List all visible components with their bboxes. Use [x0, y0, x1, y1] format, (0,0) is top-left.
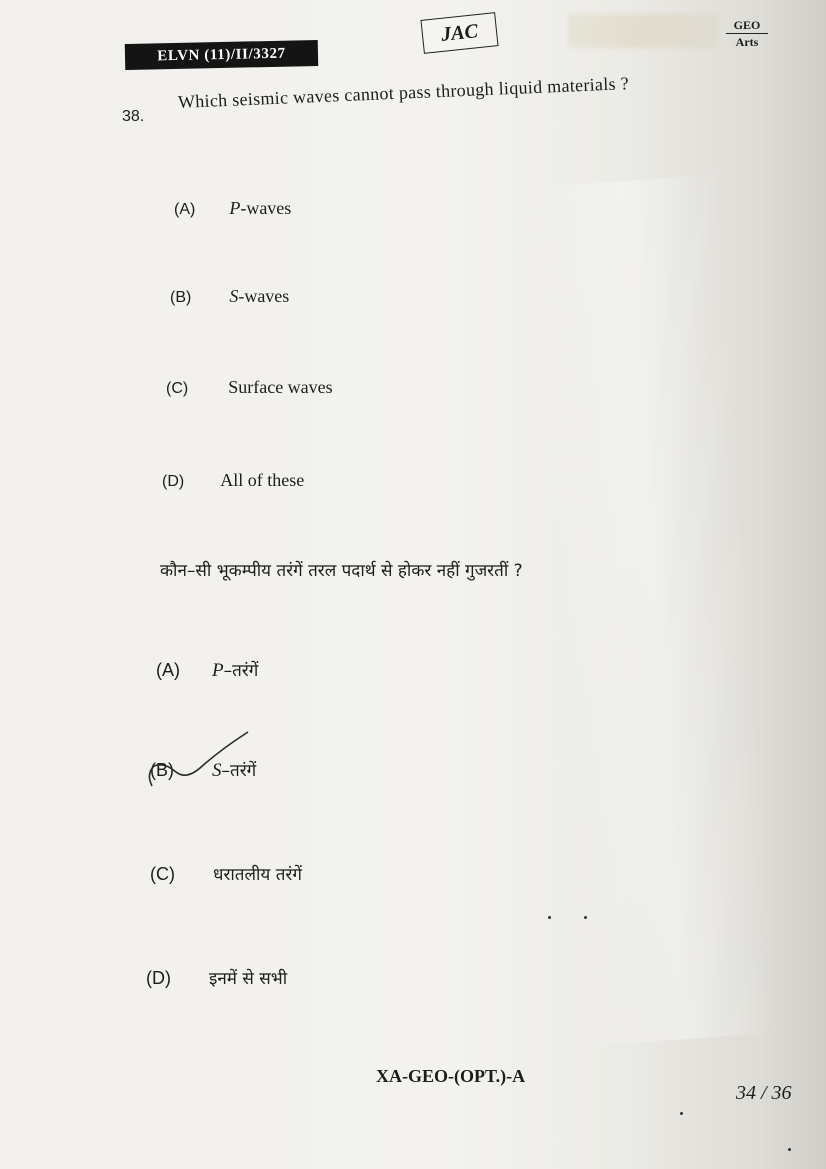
faded-stamp	[568, 14, 718, 48]
print-speck	[680, 1112, 683, 1115]
subject-divider	[726, 33, 768, 34]
option-text: Surface waves	[228, 377, 333, 397]
option-text: S-waves	[229, 286, 290, 306]
option-letter: (A)	[156, 660, 180, 680]
handwritten-tick-mark	[140, 728, 260, 798]
print-speck	[584, 916, 587, 919]
option-text: P–तरंगें	[212, 660, 259, 681]
option-text: S–तरंगें	[212, 760, 257, 781]
subject-label	[726, 18, 768, 49]
option-a-english	[174, 198, 291, 219]
subject-name: GEO	[733, 18, 761, 32]
footer-paper-code: XA-GEO-(OPT.)-A	[376, 1066, 526, 1086]
option-text: All of these	[220, 470, 305, 490]
page-number: 34 / 36	[736, 1082, 792, 1104]
stream-name: Arts	[735, 35, 759, 50]
question-text-hindi: कौन–सी भूकम्पीय तरंगें तरल पदार्थ से होकर नहीं गुजरतीं ?	[160, 561, 523, 581]
paper-fold-shading	[530, 174, 780, 1045]
question-number: 38.	[122, 108, 145, 125]
option-letter: (B)	[170, 289, 192, 306]
option-letter: (C)	[150, 864, 175, 884]
option-d-hindi	[146, 966, 287, 989]
question-text-english: Which seismic waves cannot pass through liquid materials ?	[177, 73, 630, 112]
option-text: P-waves	[229, 198, 292, 218]
option-letter: (D)	[162, 473, 185, 490]
print-speck	[788, 1148, 791, 1151]
option-letter: (B)	[150, 760, 174, 780]
option-c-english	[166, 377, 333, 398]
board-label: JAC	[420, 12, 498, 54]
option-letter: (A)	[174, 201, 196, 218]
option-letter: (D)	[146, 968, 171, 988]
option-d-english	[162, 470, 304, 491]
option-b-english	[170, 286, 289, 307]
option-letter: (C)	[166, 380, 189, 397]
paper-code-badge: ELVN (11)/II/3327	[125, 40, 319, 70]
option-a-hindi	[156, 658, 258, 682]
option-text: धरातलीय तरंगें	[213, 865, 302, 885]
option-text: इनमें से सभी	[209, 969, 288, 989]
print-speck	[548, 916, 551, 919]
option-c-hindi	[150, 862, 302, 885]
